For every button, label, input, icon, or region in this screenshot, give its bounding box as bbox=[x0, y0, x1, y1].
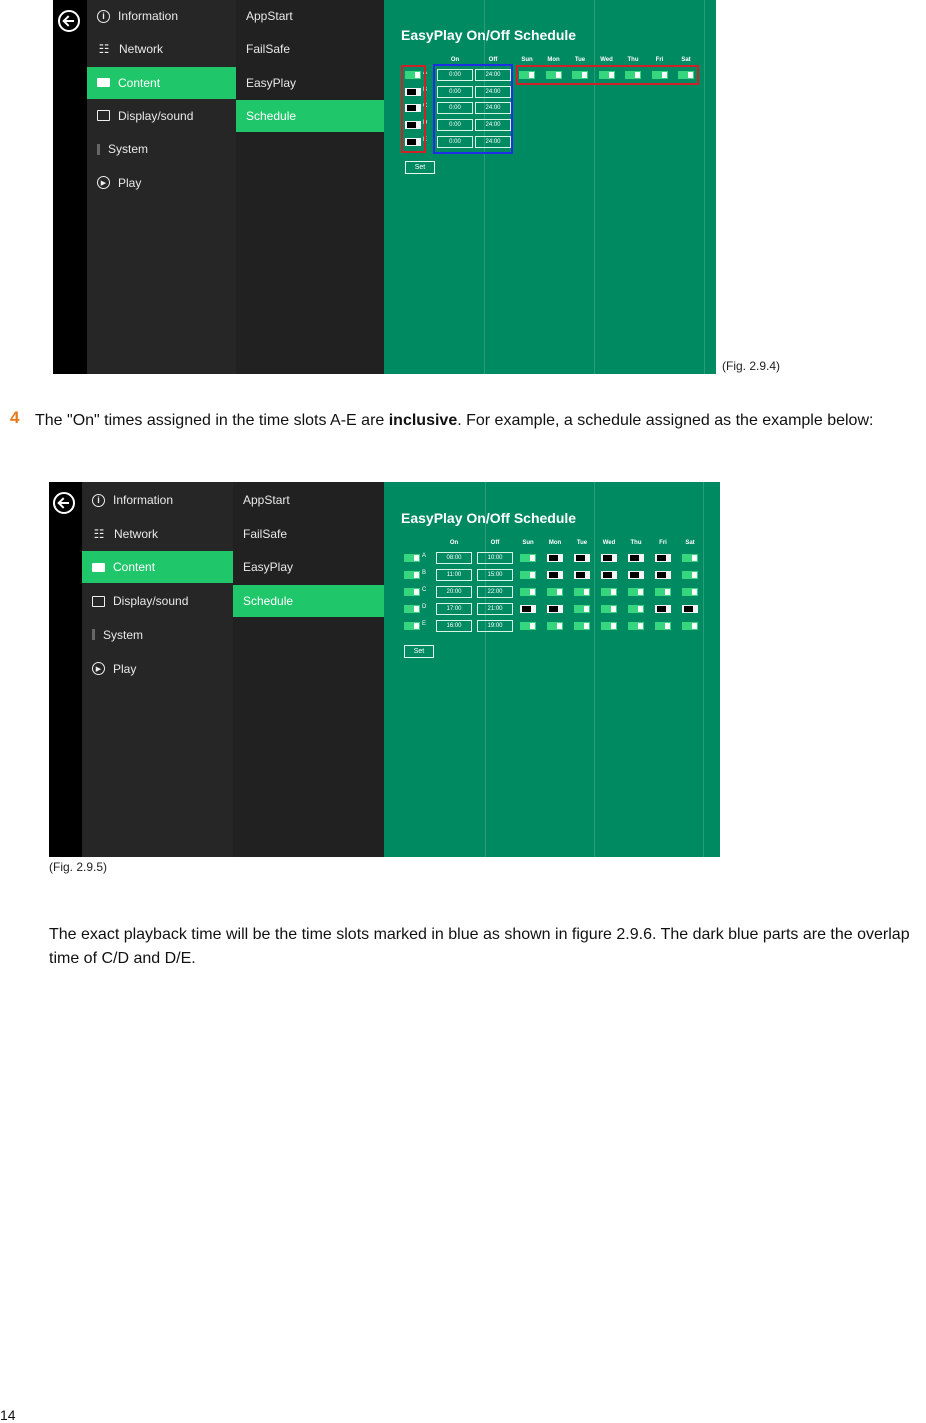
menu-item-display-sound[interactable] bbox=[82, 585, 233, 617]
row-d-thu-toggle[interactable] bbox=[628, 605, 644, 613]
set-button[interactable]: Set bbox=[404, 645, 434, 658]
figure-2-9-4-screenshot bbox=[53, 0, 716, 374]
menu-item-content[interactable] bbox=[82, 551, 233, 583]
submenu-item-label: Schedule bbox=[243, 594, 294, 609]
step-text-after: . For example, a schedule assigned as the example below: bbox=[457, 412, 874, 429]
menu-item-label: System bbox=[103, 627, 144, 642]
row-b-enable-toggle[interactable] bbox=[404, 571, 420, 579]
submenu-item-appstart[interactable] bbox=[236, 0, 384, 32]
submenu-item-label: Schedule bbox=[246, 108, 297, 123]
row-b-thu-toggle[interactable] bbox=[628, 571, 644, 579]
day-header-mon: Mon bbox=[547, 57, 560, 63]
row-e-enable-toggle[interactable] bbox=[404, 622, 420, 630]
day-header-fri: Fri bbox=[655, 57, 664, 63]
day-header-thu: Thu bbox=[630, 540, 642, 546]
row-c-sat-toggle[interactable] bbox=[682, 588, 698, 596]
row-d-enable-toggle[interactable] bbox=[404, 605, 420, 613]
row-e-label: E bbox=[422, 621, 427, 627]
set-button[interactable]: Set bbox=[405, 161, 435, 174]
menu-item-play[interactable] bbox=[87, 167, 236, 199]
row-e-off-time[interactable]: 19:00 bbox=[477, 620, 513, 632]
row-d-label: D bbox=[423, 120, 428, 127]
row-d-on-time[interactable]: 0:00 bbox=[437, 119, 473, 131]
page-number: 14 bbox=[0, 1407, 16, 1423]
step-paragraph bbox=[35, 409, 915, 433]
submenu-item-schedule[interactable] bbox=[233, 585, 384, 617]
row-b-on-time[interactable]: 11:00 bbox=[436, 569, 472, 581]
system-icon bbox=[97, 144, 100, 155]
row-e-on-time[interactable]: 0:00 bbox=[437, 136, 473, 148]
step-number: 4 bbox=[10, 408, 20, 427]
menu-item-label: Network bbox=[114, 526, 159, 541]
submenu-item-failsafe[interactable] bbox=[233, 518, 384, 550]
row-d-wed-toggle[interactable] bbox=[601, 605, 617, 613]
row-d-off-time[interactable]: 21:00 bbox=[477, 603, 513, 615]
off-column-header: Off bbox=[488, 57, 498, 63]
menu-item-label: Network bbox=[119, 42, 164, 57]
row-c-thu-toggle[interactable] bbox=[628, 588, 644, 596]
menu-item-information[interactable] bbox=[82, 484, 233, 516]
row-b-wed-toggle[interactable] bbox=[601, 571, 617, 579]
row-a-sat-toggle[interactable] bbox=[682, 554, 698, 562]
row-b-off-time[interactable]: 24:00 bbox=[475, 86, 511, 98]
panel-title: EasyPlay On/Off Schedule bbox=[401, 27, 577, 43]
schedule-panel bbox=[384, 482, 720, 857]
submenu-item-label: FailSafe bbox=[246, 42, 291, 57]
network-icon: ☷ bbox=[98, 42, 110, 57]
day-header-tue: Tue bbox=[576, 540, 588, 546]
row-b-on-time[interactable]: 0:00 bbox=[437, 86, 473, 98]
row-a-label: A bbox=[422, 553, 427, 559]
submenu-item-easyplay[interactable] bbox=[236, 67, 384, 99]
menu-item-play[interactable] bbox=[82, 653, 233, 685]
row-d-sun-toggle[interactable] bbox=[520, 605, 536, 613]
submenu-item-label: EasyPlay bbox=[246, 75, 297, 90]
menu-item-network[interactable] bbox=[82, 518, 233, 550]
row-e-on-time[interactable]: 16:00 bbox=[436, 620, 472, 632]
row-b-label: B bbox=[422, 570, 427, 576]
time-slot-highlight bbox=[433, 64, 513, 154]
menu-item-label: Content bbox=[113, 560, 156, 575]
day-header-mon: Mon bbox=[548, 540, 562, 546]
submenu-item-schedule[interactable] bbox=[236, 100, 384, 132]
row-a-enable-toggle[interactable] bbox=[404, 554, 420, 562]
row-c-label: C bbox=[422, 587, 427, 593]
info-icon: i bbox=[92, 494, 105, 507]
menu-item-network[interactable] bbox=[87, 33, 236, 65]
row-b-tue-toggle[interactable] bbox=[574, 571, 590, 579]
row-a-on-time[interactable]: 0:00 bbox=[437, 69, 473, 81]
network-icon: ☷ bbox=[93, 526, 105, 541]
on-column-header: On bbox=[450, 57, 460, 63]
row-a-off-time[interactable]: 10:00 bbox=[477, 552, 513, 564]
row-e-sun-toggle[interactable] bbox=[520, 622, 536, 630]
row-a-sun-toggle[interactable] bbox=[520, 554, 536, 562]
day-header-fri: Fri bbox=[659, 540, 667, 546]
row-c-off-time[interactable]: 22:00 bbox=[477, 586, 513, 598]
row-c-sun-toggle[interactable] bbox=[520, 588, 536, 596]
day-header-sun: Sun bbox=[521, 57, 533, 63]
row-c-label: C bbox=[423, 103, 428, 110]
day-header-sat: Sat bbox=[681, 57, 691, 63]
row-a-off-time[interactable]: 24:00 bbox=[475, 69, 511, 81]
play-icon: ▶ bbox=[92, 662, 105, 675]
figure-1-caption: (Fig. 2.9.4) bbox=[722, 359, 781, 373]
row-c-tue-toggle[interactable] bbox=[574, 588, 590, 596]
day-header-wed: Wed bbox=[600, 57, 613, 63]
row-c-mon-toggle[interactable] bbox=[547, 588, 563, 596]
row-d-off-time[interactable]: 24:00 bbox=[475, 119, 511, 131]
menu-item-label: Play bbox=[113, 661, 137, 676]
menu-item-system[interactable] bbox=[87, 133, 236, 165]
menu-item-information[interactable] bbox=[87, 0, 236, 32]
day-header-tue: Tue bbox=[574, 57, 586, 63]
menu-item-label: System bbox=[108, 142, 149, 157]
row-c-enable-toggle[interactable] bbox=[404, 588, 420, 596]
menu-item-content[interactable] bbox=[87, 67, 236, 99]
row-b-fri-toggle[interactable] bbox=[655, 571, 671, 579]
menu-item-label: Information bbox=[118, 9, 179, 23]
row-a-mon-toggle[interactable] bbox=[547, 554, 563, 562]
menu-item-display-sound[interactable] bbox=[87, 100, 236, 132]
row-a-label: A bbox=[423, 70, 428, 76]
content-icon bbox=[97, 78, 110, 87]
content-icon bbox=[92, 563, 105, 572]
row-b-sun-toggle[interactable] bbox=[520, 571, 536, 579]
back-arrow-icon[interactable] bbox=[58, 10, 80, 32]
row-e-wed-toggle[interactable] bbox=[601, 622, 617, 630]
row-a-tue-toggle[interactable] bbox=[574, 554, 590, 562]
day-header-thu: Thu bbox=[627, 57, 639, 63]
figure-2-9-5-screenshot bbox=[49, 482, 720, 857]
panel-title: EasyPlay On/Off Schedule bbox=[401, 510, 577, 526]
play-icon: ▶ bbox=[97, 176, 110, 189]
figure-2-caption: (Fig. 2.9.5) bbox=[49, 860, 108, 874]
row-c-on-time[interactable]: 20:00 bbox=[436, 586, 472, 598]
row-c-wed-toggle[interactable] bbox=[601, 588, 617, 596]
back-arrow-icon[interactable] bbox=[53, 492, 75, 514]
display-icon bbox=[97, 110, 110, 121]
row-d-label: D bbox=[422, 604, 427, 610]
day-header-sun: Sun bbox=[522, 540, 534, 546]
row-e-sat-toggle[interactable] bbox=[682, 622, 698, 630]
menu-item-label: Display/sound bbox=[118, 108, 194, 123]
submenu-item-label: FailSafe bbox=[243, 526, 288, 541]
menu-item-label: Play bbox=[118, 175, 142, 190]
row-a-on-time[interactable]: 08:00 bbox=[436, 552, 472, 564]
menu-item-label: Information bbox=[113, 493, 174, 507]
step-text-before: The "On" times assigned in the time slots A-E are bbox=[35, 412, 389, 429]
submenu-item-easyplay[interactable] bbox=[233, 551, 384, 583]
row-d-sat-toggle[interactable] bbox=[682, 605, 698, 613]
row-e-tue-toggle[interactable] bbox=[574, 622, 590, 630]
row-d-on-time[interactable]: 17:00 bbox=[436, 603, 472, 615]
weekday-highlight bbox=[516, 65, 699, 85]
row-b-sat-toggle[interactable] bbox=[682, 571, 698, 579]
submenu-item-appstart[interactable] bbox=[233, 484, 384, 516]
submenu-item-label: AppStart bbox=[243, 493, 290, 507]
row-a-thu-toggle[interactable] bbox=[628, 554, 644, 562]
row-b-off-time[interactable]: 15:00 bbox=[477, 569, 513, 581]
menu-item-label: Display/sound bbox=[113, 594, 189, 609]
info-icon: i bbox=[97, 10, 110, 23]
submenu-item-label: AppStart bbox=[246, 9, 293, 23]
system-icon bbox=[92, 629, 95, 640]
explanation-paragraph: The exact playback time will be the time slots marked in blue as shown in figure 2.9.6. The dark blue parts are the overlap time of C/D and D/E. bbox=[49, 926, 910, 967]
off-column-header: Off bbox=[490, 540, 500, 546]
menu-item-label: Content bbox=[118, 75, 161, 90]
row-c-fri-toggle[interactable] bbox=[655, 588, 671, 596]
row-d-tue-toggle[interactable] bbox=[574, 605, 590, 613]
step-text-bold: inclusive bbox=[388, 412, 458, 429]
row-d-mon-toggle[interactable] bbox=[547, 605, 563, 613]
row-a-wed-toggle[interactable] bbox=[601, 554, 617, 562]
day-header-wed: Wed bbox=[602, 540, 616, 546]
row-e-fri-toggle[interactable] bbox=[655, 622, 671, 630]
on-column-header: On bbox=[449, 540, 459, 546]
row-b-label: B bbox=[423, 86, 428, 93]
row-e-mon-toggle[interactable] bbox=[547, 622, 563, 630]
row-e-off-time[interactable]: 24:00 bbox=[475, 136, 511, 148]
day-header-sat: Sat bbox=[685, 540, 695, 546]
row-d-fri-toggle[interactable] bbox=[655, 605, 671, 613]
row-e-label: E bbox=[423, 136, 428, 143]
row-b-mon-toggle[interactable] bbox=[547, 571, 563, 579]
submenu-item-failsafe[interactable] bbox=[236, 33, 384, 65]
submenu-item-label: EasyPlay bbox=[243, 560, 294, 575]
enable-toggle-highlight bbox=[401, 65, 426, 153]
row-c-off-time[interactable]: 24:00 bbox=[475, 102, 511, 114]
display-icon bbox=[92, 596, 105, 607]
row-c-on-time[interactable]: 0:00 bbox=[437, 102, 473, 114]
row-e-thu-toggle[interactable] bbox=[628, 622, 644, 630]
menu-item-system[interactable] bbox=[82, 619, 233, 651]
row-a-fri-toggle[interactable] bbox=[655, 554, 671, 562]
